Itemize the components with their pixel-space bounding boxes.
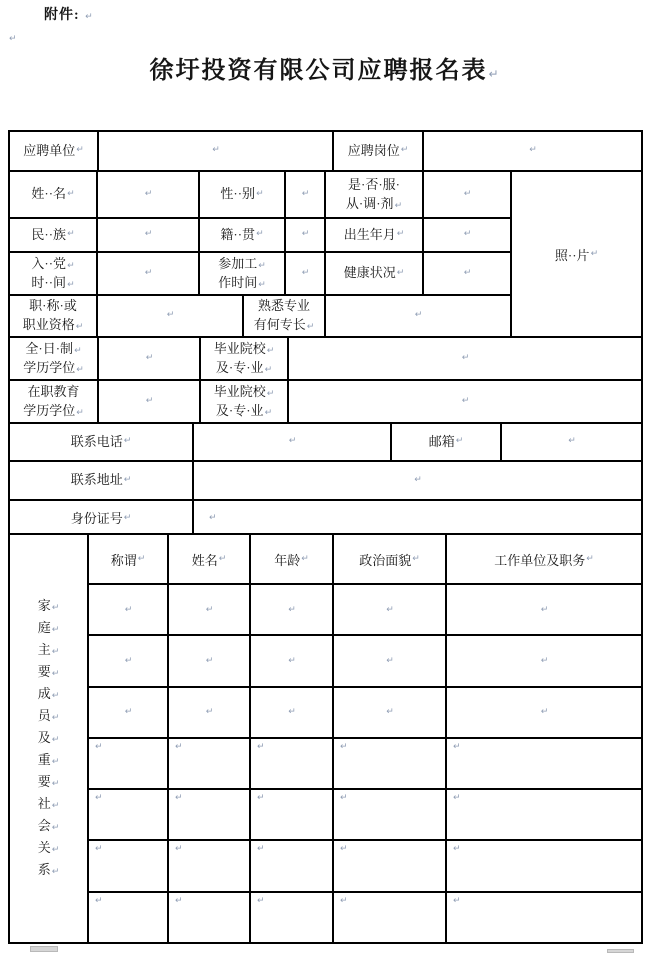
pilcrow-mark: ↵ (256, 229, 264, 240)
pilcrow-mark: ↵ (76, 407, 84, 418)
cell-age[interactable] (249, 688, 332, 737)
pilcrow-mark: ↵ (175, 844, 183, 855)
pilcrow-mark: ↵ (386, 707, 394, 718)
value-title-qualification[interactable] (96, 296, 242, 336)
form-row-party (10, 251, 510, 294)
pilcrow-mark: ↵ (266, 388, 275, 399)
value-email[interactable] (500, 424, 641, 460)
pilcrow-mark: ↵ (340, 793, 348, 804)
vlabel-char (38, 596, 60, 618)
label-title-qualification (10, 296, 96, 336)
vlabel-char-text: 关 (37, 839, 51, 855)
vlabel-char (38, 640, 60, 662)
label-text (254, 297, 315, 335)
pilcrow-mark: ↵ (453, 793, 461, 804)
label-text: 籍··贯 (220, 226, 256, 242)
label-gender (198, 172, 284, 217)
vlabel-char (38, 750, 60, 772)
pilcrow-mark: ↵ (386, 604, 394, 615)
label-line-2: 有何专长 (253, 317, 306, 332)
pilcrow-mark: ↵ (340, 895, 348, 906)
family-vertical-label (10, 535, 87, 942)
vlabel-char-text: 员 (37, 707, 51, 723)
label-obey-adjustment (324, 172, 422, 217)
pilcrow-mark: ↵ (264, 407, 273, 418)
vlabel-char-text: 重 (37, 751, 51, 767)
cell-relation[interactable] (89, 636, 167, 685)
pilcrow-mark: ↵ (51, 778, 60, 789)
cell-workplace-position[interactable] (445, 790, 641, 839)
page-stub-left (30, 946, 58, 952)
form-row-contact-phone (10, 422, 641, 460)
label-ethnicity (10, 219, 96, 251)
pilcrow-mark: ↵ (124, 604, 133, 615)
label-name (10, 172, 96, 217)
form-row-qualification (10, 294, 510, 336)
header-relation-title (89, 535, 167, 583)
family-data-row-4 (89, 737, 641, 788)
label-text (214, 340, 275, 378)
pilcrow-mark: ↵ (301, 188, 310, 199)
pilcrow-mark: ↵ (540, 655, 549, 666)
cell-member-name[interactable] (167, 790, 249, 839)
pilcrow-mark: ↵ (67, 188, 75, 199)
value-native-place[interactable] (284, 219, 324, 251)
pilcrow-mark: ↵ (205, 604, 214, 615)
pilcrow-mark: ↵ (124, 707, 133, 718)
value-onjob-education[interactable] (97, 381, 199, 422)
vlabel-char (38, 794, 60, 816)
header-age (249, 535, 332, 583)
cell-member-name[interactable] (167, 636, 249, 685)
cell-political-status[interactable] (332, 585, 445, 634)
cell-age[interactable] (249, 790, 332, 839)
pilcrow-mark: ↵ (137, 554, 146, 564)
label-line-1: 职·称·或 (29, 298, 77, 314)
pilcrow-mark: ↵ (306, 322, 315, 332)
pilcrow-mark: ↵ (95, 895, 103, 906)
cell-political-status[interactable] (332, 739, 445, 788)
label-applying-unit (10, 132, 97, 170)
cell-age[interactable] (249, 585, 332, 634)
pilcrow-mark: ↵ (123, 513, 132, 524)
family-table (8, 533, 643, 944)
form-rowgroup-personal (10, 170, 641, 336)
pilcrow-mark: ↵ (166, 310, 175, 321)
form-row-contact-address (10, 460, 641, 499)
label-text: 姓··名 (31, 186, 67, 202)
cell-relation[interactable] (89, 893, 167, 942)
value-graduate-school-onjob[interactable] (287, 381, 641, 422)
cell-political-status[interactable] (332, 893, 445, 942)
pilcrow-mark: ↵ (95, 844, 103, 855)
pilcrow-mark: ↵ (463, 267, 472, 278)
pilcrow-mark: ↵ (212, 145, 220, 156)
value-work-start-time[interactable] (284, 253, 324, 294)
vlabel-char (38, 838, 60, 860)
value-graduate-school-fulltime[interactable] (287, 338, 641, 379)
value-party-join-time[interactable] (96, 253, 198, 294)
header-member-name (167, 535, 249, 583)
pilcrow-mark: ↵ (540, 604, 549, 615)
vlabel-char (38, 706, 60, 728)
pilcrow-mark: ↵ (288, 707, 296, 718)
label-line-2: 及·专·业 (215, 402, 264, 418)
label-line-1: 毕业院校 (213, 383, 266, 399)
label-line-1: 毕业院校 (213, 340, 266, 356)
value-obey-adjustment[interactable] (422, 172, 510, 217)
value-id-number[interactable] (192, 501, 641, 537)
label-familiar-major (242, 296, 324, 336)
pilcrow-mark: ↵ (288, 655, 296, 666)
pilcrow-mark: ↵ (175, 741, 183, 752)
label-line-2: 时··间 (31, 274, 67, 290)
cell-member-name[interactable] (167, 688, 249, 737)
pilcrow-mark: ↵ (568, 436, 576, 447)
pilcrow-mark: ↵ (51, 822, 60, 833)
vlabel-char-text: 成 (37, 685, 51, 701)
label-birth-date (324, 219, 422, 251)
family-header-row (89, 535, 641, 583)
cell-relation[interactable] (89, 688, 167, 737)
cell-age[interactable] (249, 739, 332, 788)
pilcrow-mark: ↵ (288, 436, 297, 447)
label-text: 应聘单位 (23, 142, 76, 158)
pilcrow-mark: ↵ (51, 690, 60, 701)
main-form-table (8, 130, 643, 539)
pilcrow-mark: ↵ (124, 655, 133, 666)
pilcrow-mark: ↵ (461, 352, 470, 363)
label-line-2: 职业资格 (22, 317, 75, 332)
cell-age[interactable] (249, 636, 332, 685)
pilcrow-mark: ↵ (75, 322, 84, 332)
vlabel-char (38, 772, 60, 794)
pilcrow-mark: ↵ (51, 712, 60, 723)
form-row-applying (10, 132, 641, 170)
cell-age[interactable] (249, 893, 332, 942)
value-birth-date[interactable] (422, 219, 510, 251)
value-applying-unit[interactable] (97, 132, 332, 170)
label-work-start-time (198, 253, 284, 294)
pilcrow-mark: ↵ (123, 474, 132, 485)
pilcrow-mark: ↵ (455, 436, 464, 447)
label-contact-address (10, 462, 192, 499)
pilcrow-mark: ↵ (257, 793, 265, 804)
label-text (23, 340, 84, 378)
value-ethnicity[interactable] (96, 219, 198, 251)
pilcrow-mark: ↵ (256, 188, 264, 199)
vlabel-char-text: 主 (37, 641, 51, 657)
cell-workplace-position[interactable] (445, 636, 641, 685)
pilcrow-mark: ↵ (175, 895, 183, 906)
pilcrow-mark: ↵ (288, 604, 296, 615)
label-onjob-education (10, 381, 97, 422)
vlabel-char-text: 社 (37, 795, 51, 811)
pilcrow-mark: ↵ (74, 345, 82, 356)
pilcrow-mark: ↵ (529, 145, 537, 156)
cell-political-status[interactable] (332, 636, 445, 685)
cell-age[interactable] (249, 841, 332, 890)
family-grid (87, 535, 641, 942)
header-text: 姓名 (191, 552, 218, 568)
value-familiar-major[interactable] (324, 296, 510, 336)
pilcrow-mark: ↵ (123, 436, 132, 447)
label-graduate-school-onjob (199, 381, 287, 422)
cell-political-status[interactable] (332, 790, 445, 839)
label-text (31, 255, 74, 293)
attachment-text: 附件: (44, 8, 80, 23)
form-row-fulltime-education (10, 336, 641, 379)
value-name[interactable] (96, 172, 198, 217)
pilcrow-mark: ↵ (205, 655, 214, 666)
header-text: 政治面貌 (359, 552, 412, 568)
photo-cell[interactable] (510, 172, 641, 336)
pilcrow-mark: ↵ (51, 602, 60, 613)
cell-member-name[interactable] (167, 739, 249, 788)
value-applying-position[interactable] (422, 132, 641, 170)
vlabel-char (38, 728, 60, 750)
pilcrow-mark: ↵ (257, 741, 265, 752)
cell-workplace-position[interactable] (445, 739, 641, 788)
cell-relation[interactable] (89, 585, 167, 634)
pilcrow-mark: ↵ (95, 793, 103, 804)
label-line-2: 学历学位 (23, 359, 76, 375)
pilcrow-mark: ↵ (396, 267, 405, 278)
pilcrow-mark: ↵ (51, 800, 60, 811)
label-line-1: 参加工 (218, 255, 258, 271)
pilcrow-mark: ↵ (85, 12, 94, 22)
cell-relation[interactable] (89, 790, 167, 839)
label-text: 应聘岗位 (347, 142, 400, 158)
empty-paragraph (8, 28, 17, 46)
header-text: 年龄 (274, 552, 301, 568)
vlabel-char (38, 816, 60, 838)
value-health-status[interactable] (422, 253, 510, 294)
label-text (214, 383, 275, 421)
pilcrow-mark: ↵ (266, 345, 275, 356)
value-fulltime-education[interactable] (97, 338, 199, 379)
value-contact-address[interactable] (192, 462, 641, 499)
pilcrow-mark: ↵ (414, 474, 422, 485)
page-title (0, 50, 650, 85)
cell-workplace-position[interactable] (445, 841, 641, 890)
pilcrow-mark: ↵ (301, 554, 309, 564)
pilcrow-mark: ↵ (396, 229, 405, 240)
label-line-1: 是·否·服· (348, 176, 400, 192)
pilcrow-mark: ↵ (51, 844, 60, 855)
pilcrow-mark: ↵ (76, 364, 84, 375)
pilcrow-mark: ↵ (205, 707, 214, 718)
family-data-row-3 (89, 686, 641, 737)
cell-relation[interactable] (89, 739, 167, 788)
value-contact-phone[interactable] (192, 424, 390, 460)
pilcrow-mark: ↵ (400, 145, 409, 156)
pilcrow-mark: ↵ (540, 707, 549, 718)
cell-political-status[interactable] (332, 688, 445, 737)
label-line-1: 熟悉专业 (257, 298, 310, 314)
pilcrow-mark: ↵ (386, 655, 394, 666)
pilcrow-mark: ↵ (412, 554, 420, 564)
vlabel-char-text: 要 (37, 773, 51, 789)
cell-workplace-position[interactable] (445, 585, 641, 634)
pilcrow-mark: ↵ (144, 188, 153, 199)
label-text: 邮箱 (428, 433, 455, 449)
pilcrow-mark: ↵ (258, 260, 266, 271)
pilcrow-mark: ↵ (414, 310, 423, 321)
pilcrow-mark: ↵ (586, 554, 594, 564)
vlabel-char-text: 系 (37, 861, 51, 877)
label-text: 民··族 (31, 226, 67, 242)
pilcrow-mark: ↵ (394, 200, 403, 211)
pilcrow-mark: ↵ (95, 741, 103, 752)
pilcrow-mark: ↵ (488, 67, 501, 81)
label-contact-phone (10, 424, 192, 460)
pilcrow-mark: ↵ (175, 793, 183, 804)
label-text (346, 176, 402, 214)
label-email (390, 424, 500, 460)
pilcrow-mark: ↵ (144, 267, 153, 278)
cell-workplace-position[interactable] (445, 688, 641, 737)
photo-label: 照··片 (554, 247, 590, 263)
label-text: 性··别 (220, 186, 256, 202)
label-fulltime-education (10, 338, 97, 379)
pilcrow-mark: ↵ (51, 734, 60, 745)
cell-member-name[interactable] (167, 585, 249, 634)
pilcrow-mark: ↵ (340, 741, 348, 752)
label-text: 联系地址 (70, 472, 123, 488)
label-id-number (10, 501, 192, 537)
pilcrow-mark: ↵ (209, 513, 217, 524)
label-health-status (324, 253, 422, 294)
vlabel-char (38, 860, 60, 882)
form-row-onjob-education (10, 379, 641, 422)
label-text: 身份证号 (70, 510, 123, 526)
family-data-row-1 (89, 583, 641, 634)
cell-workplace-position[interactable] (445, 893, 641, 942)
header-workplace-position (445, 535, 641, 583)
label-text: 健康状况 (343, 265, 396, 281)
pilcrow-mark: ↵ (340, 844, 348, 855)
pilcrow-mark: ↵ (67, 260, 75, 271)
label-line-2: 及·专·业 (215, 359, 264, 375)
pilcrow-mark: ↵ (51, 624, 60, 635)
value-gender[interactable] (284, 172, 324, 217)
form-row-name (10, 172, 510, 217)
label-text: 联系电话 (70, 433, 123, 449)
vlabel-char (38, 618, 60, 640)
cell-member-name[interactable] (167, 893, 249, 942)
label-line-1: 入··党 (31, 255, 67, 271)
label-graduate-school-fulltime (199, 338, 287, 379)
label-line-1: 在职教育 (27, 383, 80, 399)
pilcrow-mark: ↵ (453, 741, 461, 752)
pilcrow-mark: ↵ (144, 229, 153, 240)
label-line-2: 从·调·剂 (345, 195, 394, 211)
pilcrow-mark: ↵ (9, 34, 17, 44)
pilcrow-mark: ↵ (264, 364, 273, 375)
label-text (23, 297, 84, 335)
pilcrow-mark: ↵ (218, 554, 227, 564)
label-line-2: 作时间 (218, 274, 258, 290)
pilcrow-mark: ↵ (463, 229, 472, 240)
family-data-row-2 (89, 634, 641, 685)
pilcrow-mark: ↵ (453, 844, 461, 855)
cell-relation[interactable] (89, 841, 167, 890)
pilcrow-mark: ↵ (67, 279, 75, 290)
pilcrow-mark: ↵ (301, 267, 310, 278)
vlabel-char (38, 662, 60, 684)
vlabel-char-text: 要 (37, 663, 51, 679)
pilcrow-mark: ↵ (461, 395, 470, 406)
pilcrow-mark: ↵ (257, 895, 265, 906)
label-native-place (198, 219, 284, 251)
vlabel-char-text: 及 (37, 729, 51, 745)
vlabel-char-text: 会 (37, 817, 51, 833)
pilcrow-mark: ↵ (51, 646, 60, 657)
pilcrow-mark: ↵ (301, 229, 310, 240)
pilcrow-mark: ↵ (257, 844, 265, 855)
header-political-status (332, 535, 445, 583)
label-line-2: 学历学位 (23, 402, 76, 418)
label-text (218, 255, 266, 293)
pilcrow-mark: ↵ (145, 395, 154, 406)
cell-political-status[interactable] (332, 841, 445, 890)
cell-member-name[interactable] (167, 841, 249, 890)
pilcrow-mark: ↵ (51, 866, 60, 877)
label-applying-position (332, 132, 422, 170)
label-text: 出生年月 (343, 226, 396, 242)
label-party-join-time (10, 253, 96, 294)
family-data-row-6 (89, 839, 641, 890)
page-stub-right (607, 949, 634, 953)
page-title-text: 徐圩投资有限公司应聘报名表 (149, 58, 488, 84)
family-data-row-7 (89, 891, 641, 942)
vlabel-char-text: 庭 (37, 619, 51, 635)
pilcrow-mark: ↵ (145, 352, 154, 363)
pilcrow-mark: ↵ (51, 668, 60, 679)
label-line-1: 全·日·制 (25, 340, 74, 356)
pilcrow-mark: ↵ (258, 279, 266, 290)
family-data-row-5 (89, 788, 641, 839)
pilcrow-mark: ↵ (76, 145, 84, 156)
form-row-id-number (10, 499, 641, 537)
attachment-label (44, 4, 94, 24)
vlabel-char (38, 684, 60, 706)
header-text: 工作单位及职务 (494, 552, 586, 568)
header-text: 称谓 (110, 552, 137, 568)
form-row-ethnicity (10, 217, 510, 251)
pilcrow-mark: ↵ (590, 249, 599, 259)
pilcrow-mark: ↵ (463, 188, 472, 199)
label-text (23, 383, 84, 421)
pilcrow-mark: ↵ (51, 756, 60, 767)
vlabel-char-text: 家 (37, 597, 51, 613)
pilcrow-mark: ↵ (67, 229, 75, 240)
pilcrow-mark: ↵ (453, 895, 461, 906)
form-personal-left (10, 172, 510, 336)
